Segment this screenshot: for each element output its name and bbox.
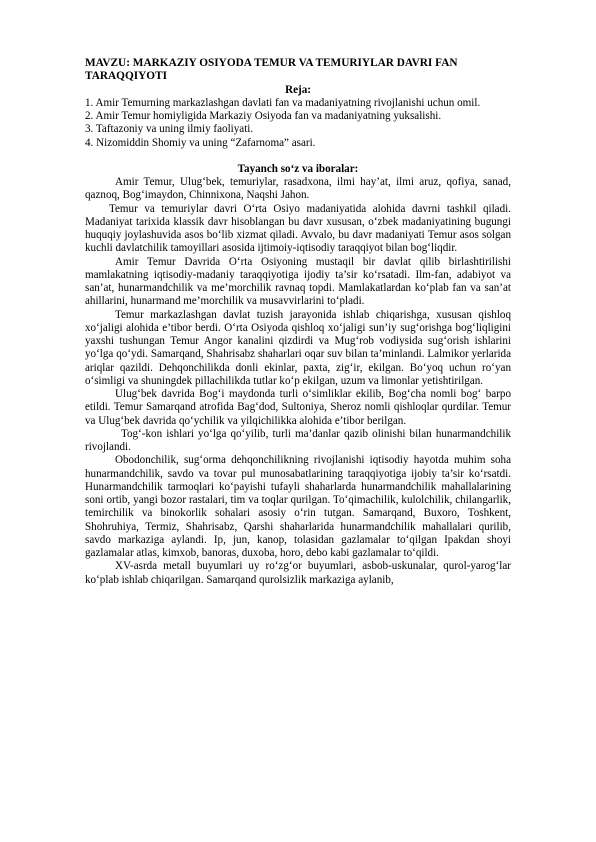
plan-item-1: 1. Amir Temurning markazlashgan davlati fan va madaniyatning rivojlanishi uchun omil. [85,96,481,109]
section-spacer [85,150,511,163]
keywords-heading: Tayanch so‘z va iboralar: [237,162,359,175]
plan-item-3: 3. Taftazoniy va uning ilmiy faoliyati. [85,123,254,136]
body-paragraph-6: Obodonchilik, sug‘orma dehqonchilikning rivojlanishi iqtisodiy hayotda muhim soha hunarmandchilik, savdo va tovar pul munosabatlarining taraqqiyotiga ijobiy ta’sir ko‘rsatdi. Hunarmandchilik tarmoqlari ko‘payishi tufayli shaharlarda hunarmandchilik mahallalarining soni ortib, yangi bozor rastalari, tim va toqlar qurilgan. To‘qimachilik, kulolchilik, chilangarlik, temirchilik va binokorlik sohalari asosiy o‘rin tutgan. Samarqand, Buxoro, Toshkent, Shohruhiya, Termiz, Shahrisabz, Qarshi shaharlarida hunarmandchilik mahallalari qurilib, savdo markaziga aylandi. Ip, jun, kanop, tolasidan gazlamalar to‘qilgan Ipakdan shoyi gazlamalar atlas, kimxob, banoras, duxoba, horo, debo kabi gazlamalar to‘qildi. [85,454,511,560]
body-paragraph-4: Ulug‘bek davrida Bog‘i maydonda turli o‘simliklar ekilib, Bog‘cha nomli bog‘ barpo etildi. Temur Samarqand atrofida Bag‘dod, Sultoniya, Sheroz nomli qishloqlar qurdilar. Temur va Ulug‘bek davrida qo‘ychilik va yilqichilikka alohida e’tibor berilgan. [85,388,511,427]
plan-item-2: 2. Amir Temur homiyligida Markaziy Osiyoda fan va madaniyatning yuksalishi. [85,110,442,123]
body-paragraph-5: Tog‘-kon ishlari yo‘lga qo‘yilib, turli ma’danlar qazib olinishi bilan hunarmandchilik rivojlandi. [85,427,511,454]
document-title: MAVZU: MARKAZIY OSIYODA TEMUR VA TEMURIYLAR DAVRI FAN TARAQQIYOTI [85,57,458,83]
body-paragraph-3: Temur markazlashgan davlat tuzish jarayonida ishlab chiqarishga, xususan qishloq xo‘jaligi alohida e’tibor berdi. O‘rta Osiyoda qishloq xo‘jaligi sun’iy sug‘orishga bog‘liqligini yaxshi tushungan Temur Angor kanalini qizdirdi va Mug‘rob vodiysida sug‘orish ishlarini yo‘lga qo‘ydi. Samarqand, Shahrisabz shaharlari oqar suv bilan ta’minlandi. Lalmikor yerlarida ariqlar qazildi. Dehqonchilikda donli ekinlar, paxta, zig‘ir, ekilgan. Bo‘yoq uchun ro‘yan o‘simligi va shuningdek pillachilikda tutlar ko‘p ekilgan, uzum va limonlar yetishtirilgan. [85,308,511,387]
body-paragraph-2: Amir Temur Davrida O‘rta Osiyoning mustaqil bir davlat qilib birlashtirilishi mamlakatning iqtisodiy-madaniy taraqqiyotiga ijodiy ta’sir ko‘rsatadi. Ilm-fan, adabiyot va san’at, hunarmandchilik va me’morchilik ravnaq topdi. Mamlakatlardan ko‘plab fan va san’at ahillarini, hunarmand me’morchilik va musavvirlarini to‘pladi. [85,255,511,308]
keywords-paragraph: Amir Temur, Ulug‘bek, temuriylar, rasadxona, ilmi hay’at, ilmi aruz, qofiya, sanad, qaznoq, Bog‘imaydon, Chinnixona, Naqshi Jahon. [85,176,511,202]
plan-heading: Reja: [285,83,311,96]
body-paragraph-7: XV-asrda metall buyumlari uy ro‘zg‘or buyumlari, asbob-uskunalar, qurol-yarog‘lar ko‘plab ishlab chiqarilgan. Samarqand qurolsizlik markaziga aylanib, [85,560,511,586]
plan-item-4: 4. Nizomiddin Shomiy va uning “Zafarnoma” asari. [85,136,316,149]
body-paragraph-1: Temur va temuriylar davri O‘rta Osiyo madaniyatida alohida davrni tashkil qiladi. Madaniyat tarixida klassik davr hisoblangan bu davr xususan, o‘zbek madaniyatining bugungi huquqiy joylashuvida asos bo‘lib xizmat qiladi. Avvalo, bu davr madaniyati Temur asos solgan kuchli davlatchilik tamoyillari asosida ijtimoiy-iqtisodiy taraqqiyot bilan bog‘liqdir. [85,202,511,255]
document-page [85,57,511,587]
